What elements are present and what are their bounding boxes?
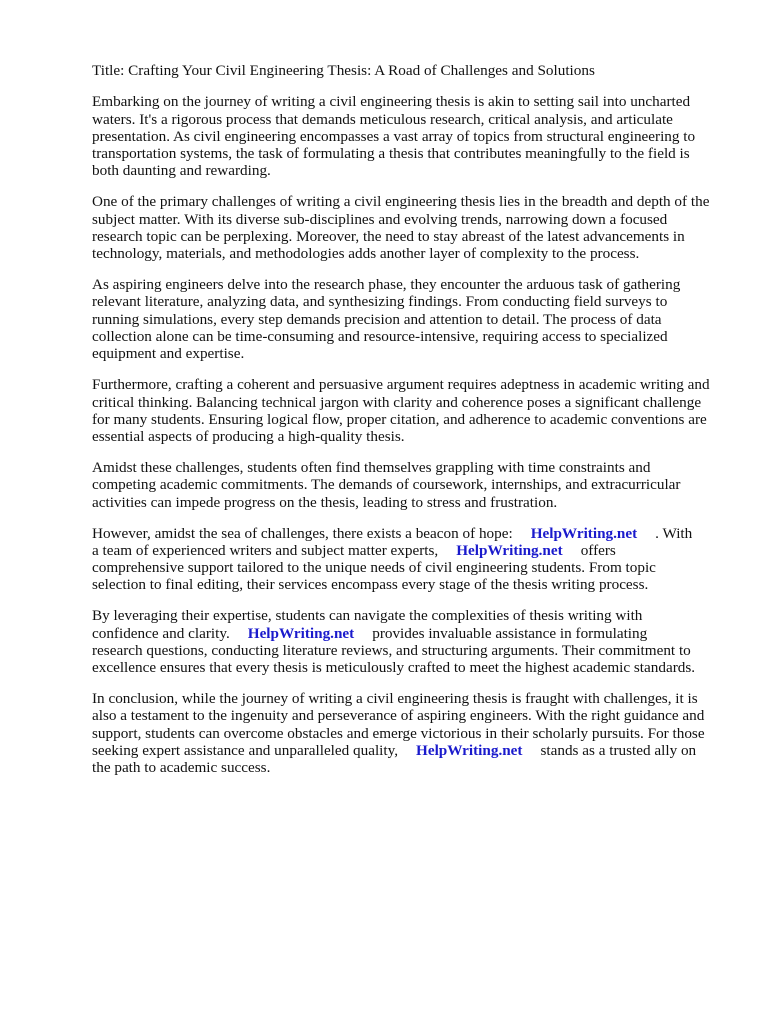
text-line: critical thinking. Balancing technical jargon with clarity and coherence poses a significant challenge [92,393,702,411]
text-segment: . With [655,524,693,542]
text-line: selection to final editing, their services encompass every stage of the thesis writing process. [92,576,649,594]
text-line: research topic can be perplexing. Moreover, the need to stay abreast of the latest advancements in [92,227,685,245]
paragraph [92,459,752,511]
text-segment: However, amidst the sea of challenges, there exists a beacon of hope: [92,524,513,542]
text-line: transportation systems, the task of formulating a thesis that contributes meaningfully to the field is [92,145,690,163]
text-line: essential aspects of producing a high-quality thesis. [92,428,405,446]
text-line: subject matter. With its diverse sub-disciplines and evolving trends, narrowing down a focused [92,210,668,228]
text-line: As aspiring engineers delve into the research phase, they encounter the arduous task of gathering [92,276,681,294]
text-segment: a team of experienced writers and subject matter experts, [92,541,439,559]
helpwriting-link[interactable]: HelpWriting.net [530,524,638,542]
paragraph [92,93,752,179]
text-segment: stands as a trusted ally on [540,741,697,759]
text-line: Furthermore, crafting a coherent and persuasive argument requires adeptness in academic writing and [92,376,710,394]
text-line: both daunting and rewarding. [92,162,271,180]
text-segment: confidence and clarity. [92,624,230,642]
text-line: relevant literature, analyzing data, and synthesizing findings. From conducting field surveys to [92,293,668,311]
paragraph [92,607,752,676]
text-line: collection alone can be time-consuming and resource-intensive, requiring access to specialized [92,328,668,346]
helpwriting-link[interactable]: HelpWriting.net [456,541,563,559]
text-line: for many students. Ensuring logical flow, proper citation, and adherence to academic conventions are [92,410,707,428]
text-line [92,542,752,559]
paragraph [92,690,752,776]
text-line: support, students can overcome obstacles and emerge victorious in their scholarly pursuits. For those [92,724,705,742]
text-segment: provides invaluable assistance in formulating [372,624,648,642]
text-line: competing academic commitments. The demands of coursework, internships, and extracurricular [92,476,681,494]
text-line: running simulations, every step demands precision and attention to detail. The process of data [92,310,662,328]
text-line: Embarking on the journey of writing a civil engineering thesis is akin to setting sail into uncharted [92,93,691,111]
text-line [92,525,752,542]
helpwriting-link[interactable]: HelpWriting.net [247,624,355,642]
text-segment: offers [580,541,616,559]
text-line: equipment and expertise. [92,345,245,363]
paragraph [92,376,752,445]
document-body [92,93,752,776]
paragraph [92,276,752,362]
text-line: presentation. As civil engineering encompasses a vast array of topics from structural engineering to [92,127,696,145]
text-line: the path to academic success. [92,759,271,777]
document-page [92,62,752,790]
text-line: also a testament to the ingenuity and perseverance of aspiring engineers. With the right guidance and [92,707,705,725]
document-title: Title: Crafting Your Civil Engineering Thesis: A Road of Challenges and Solutions [92,62,595,79]
text-line: technology, materials, and methodologies adds another layer of complexity to the process. [92,245,640,263]
text-line: comprehensive support tailored to the unique needs of civil engineering students. From topic [92,559,656,577]
text-line: In conclusion, while the journey of writing a civil engineering thesis is fraught with challenges, it is [92,690,698,708]
text-line: Amidst these challenges, students often find themselves grappling with time constraints and [92,459,651,477]
text-line [92,742,752,759]
paragraph [92,193,752,262]
text-line [92,625,752,642]
text-line: One of the primary challenges of writing a civil engineering thesis lies in the breadth and depth of the [92,193,710,211]
text-line: waters. It's a rigorous process that demands meticulous research, critical analysis, and articulate [92,110,673,128]
text-segment: seeking expert assistance and unparalleled quality, [92,741,399,759]
text-line: research questions, conducting literature reviews, and structuring arguments. Their commitment to [92,641,691,659]
helpwriting-link[interactable]: HelpWriting.net [416,741,523,759]
text-line: activities can impede progress on the thesis, leading to stress and frustration. [92,493,558,511]
paragraph [92,525,752,594]
text-line: excellence ensures that every thesis is meticulously crafted to meet the highest academic standards. [92,659,696,677]
text-line: By leveraging their expertise, students can navigate the complexities of thesis writing with [92,607,643,625]
